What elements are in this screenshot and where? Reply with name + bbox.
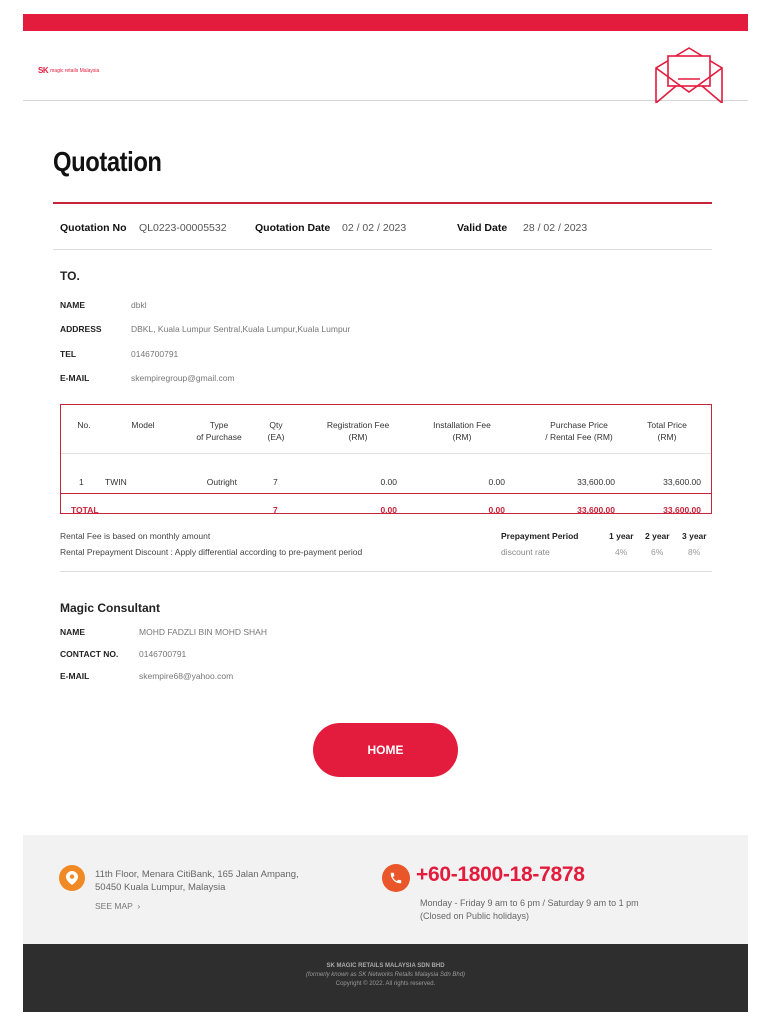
- row-installation-fee: 0.00: [488, 477, 505, 487]
- consultant-contact-value: 0146700791: [139, 649, 187, 659]
- row-purchase-price: 33,600.00: [577, 477, 615, 487]
- copyright: Copyright © 2022. All rights reserved.: [335, 981, 436, 987]
- address-line-1: 11th Floor, Menara CitiBank, 165 Jalan Ampang,: [95, 869, 299, 880]
- th-no: No.: [77, 420, 91, 430]
- quotation-no-value: QL0223-00005532: [139, 222, 227, 234]
- formerly-known-as: (formerly known as SK Networks Retails Malaysia Sdn Bhd): [305, 972, 466, 978]
- th-type: Type of Purchase: [196, 420, 242, 442]
- prepayment-1-year: 1 year: [609, 531, 634, 541]
- consultant-contact-label: CONTACT NO.: [60, 649, 119, 659]
- address-line-2: 50450 Kuala Lumpur, Malaysia: [95, 882, 226, 893]
- to-email-value: skempiregroup@gmail.com: [131, 373, 235, 383]
- total-divider: [61, 493, 711, 494]
- consultant-email-value: skempire68@yahoo.com: [139, 671, 234, 681]
- to-tel-value: 0146700791: [131, 349, 179, 359]
- discount-rate-label: discount rate: [501, 547, 550, 557]
- to-tel-label: TEL: [60, 349, 77, 359]
- hours-line-2: (Closed on Public holidays): [420, 911, 530, 921]
- see-map-link[interactable]: [95, 901, 140, 911]
- prepayment-3-year: 3 year: [682, 531, 707, 541]
- consultant-email-label: E-MAIL: [60, 671, 90, 681]
- quotation-date-value: 02 / 02 / 2023: [342, 222, 407, 234]
- total-installation-fee: 0.00: [488, 505, 505, 515]
- total-label: TOTAL: [71, 505, 99, 515]
- th-purchase-price: Purchase Price / Rental Fee (RM): [545, 420, 613, 442]
- to-email-label: E-MAIL: [60, 373, 90, 383]
- discount-rate-3-year: 8%: [688, 547, 701, 557]
- footer-legal: [23, 944, 748, 1012]
- see-map-label: SEE MAP: [95, 901, 133, 911]
- quotation-table: [60, 404, 712, 514]
- th-total-price: Total Price (RM): [647, 420, 687, 442]
- consultant-name-label: NAME: [60, 627, 86, 637]
- header: [23, 31, 748, 101]
- th-registration-fee: Registration Fee (RM): [326, 420, 390, 442]
- rental-fee-note: Rental Fee is based on monthly amount: [60, 531, 211, 541]
- top-accent-bar: [23, 14, 748, 31]
- page-title: Quotation: [53, 146, 162, 177]
- table-divider: [61, 453, 711, 454]
- row-total-price: 33,600.00: [663, 477, 701, 487]
- quotation-no-label: Quotation No: [60, 222, 127, 234]
- valid-date-value: 28 / 02 / 2023: [523, 222, 588, 234]
- prepayment-2-year: 2 year: [645, 531, 670, 541]
- total-purchase-price: 33,600.00: [577, 505, 615, 515]
- row-registration-fee: 0.00: [380, 477, 397, 487]
- discount-rate-2-year: 6%: [651, 547, 664, 557]
- phone-number[interactable]: +60-1800-18-7878: [416, 863, 585, 886]
- row-no: 1: [79, 477, 84, 487]
- location-pin-icon: [59, 865, 85, 891]
- footer-contact: [23, 835, 748, 944]
- logo-text: magic retails Malaysia: [50, 67, 100, 74]
- discount-rate-1-year: 4%: [615, 547, 628, 557]
- to-name-label: NAME: [60, 300, 86, 310]
- to-address-value: DBKL, Kuala Lumpur Sentral,Kuala Lumpur,Kuala Lumpur: [131, 324, 351, 334]
- home-button[interactable]: HOME: [313, 723, 458, 777]
- th-model: Model: [131, 420, 155, 430]
- rental-discount-note: Rental Prepayment Discount : Apply differential according to pre-payment period: [60, 547, 363, 557]
- business-hours: [420, 897, 639, 923]
- row-qty: 7: [273, 477, 278, 487]
- sk-magic-logo[interactable]: [38, 66, 99, 75]
- company-address: [95, 868, 299, 894]
- phone-icon: [382, 864, 410, 892]
- prepayment-label: Prepayment Period: [501, 531, 579, 541]
- th-qty: Qty (EA): [267, 420, 285, 442]
- quotation-meta-row: [53, 204, 712, 250]
- consultant-name-value: MOHD FADZLI BIN MOHD SHAH: [139, 627, 267, 637]
- envelope-icon: [654, 46, 724, 103]
- total-registration-fee: 0.00: [380, 505, 397, 515]
- th-installation-fee: Installation Fee (RM): [433, 420, 491, 442]
- row-model: TWIN: [105, 477, 127, 487]
- total-qty: 7: [273, 505, 278, 515]
- quotation-date-label: Quotation Date: [255, 222, 331, 234]
- consultant-section-title: Magic Consultant: [60, 601, 161, 615]
- total-total-price: 33,600.00: [663, 505, 701, 515]
- chevron-right-icon: ›: [135, 901, 141, 911]
- to-address-label: ADDRESS: [60, 324, 102, 334]
- valid-date-label: Valid Date: [457, 222, 508, 234]
- section-divider: [60, 571, 712, 572]
- hours-line-1: Monday - Friday 9 am to 6 pm / Saturday 9 am to 1 pm: [420, 898, 639, 908]
- to-name-value: dbkl: [131, 300, 147, 310]
- company-name: SK MAGIC RETAILS MALAYSIA SDN BHD: [326, 963, 445, 969]
- to-section-title: TO.: [60, 269, 80, 283]
- row-type: Outright: [206, 477, 237, 487]
- logo-mark: SK: [38, 66, 49, 75]
- quotation-page: [23, 14, 748, 1012]
